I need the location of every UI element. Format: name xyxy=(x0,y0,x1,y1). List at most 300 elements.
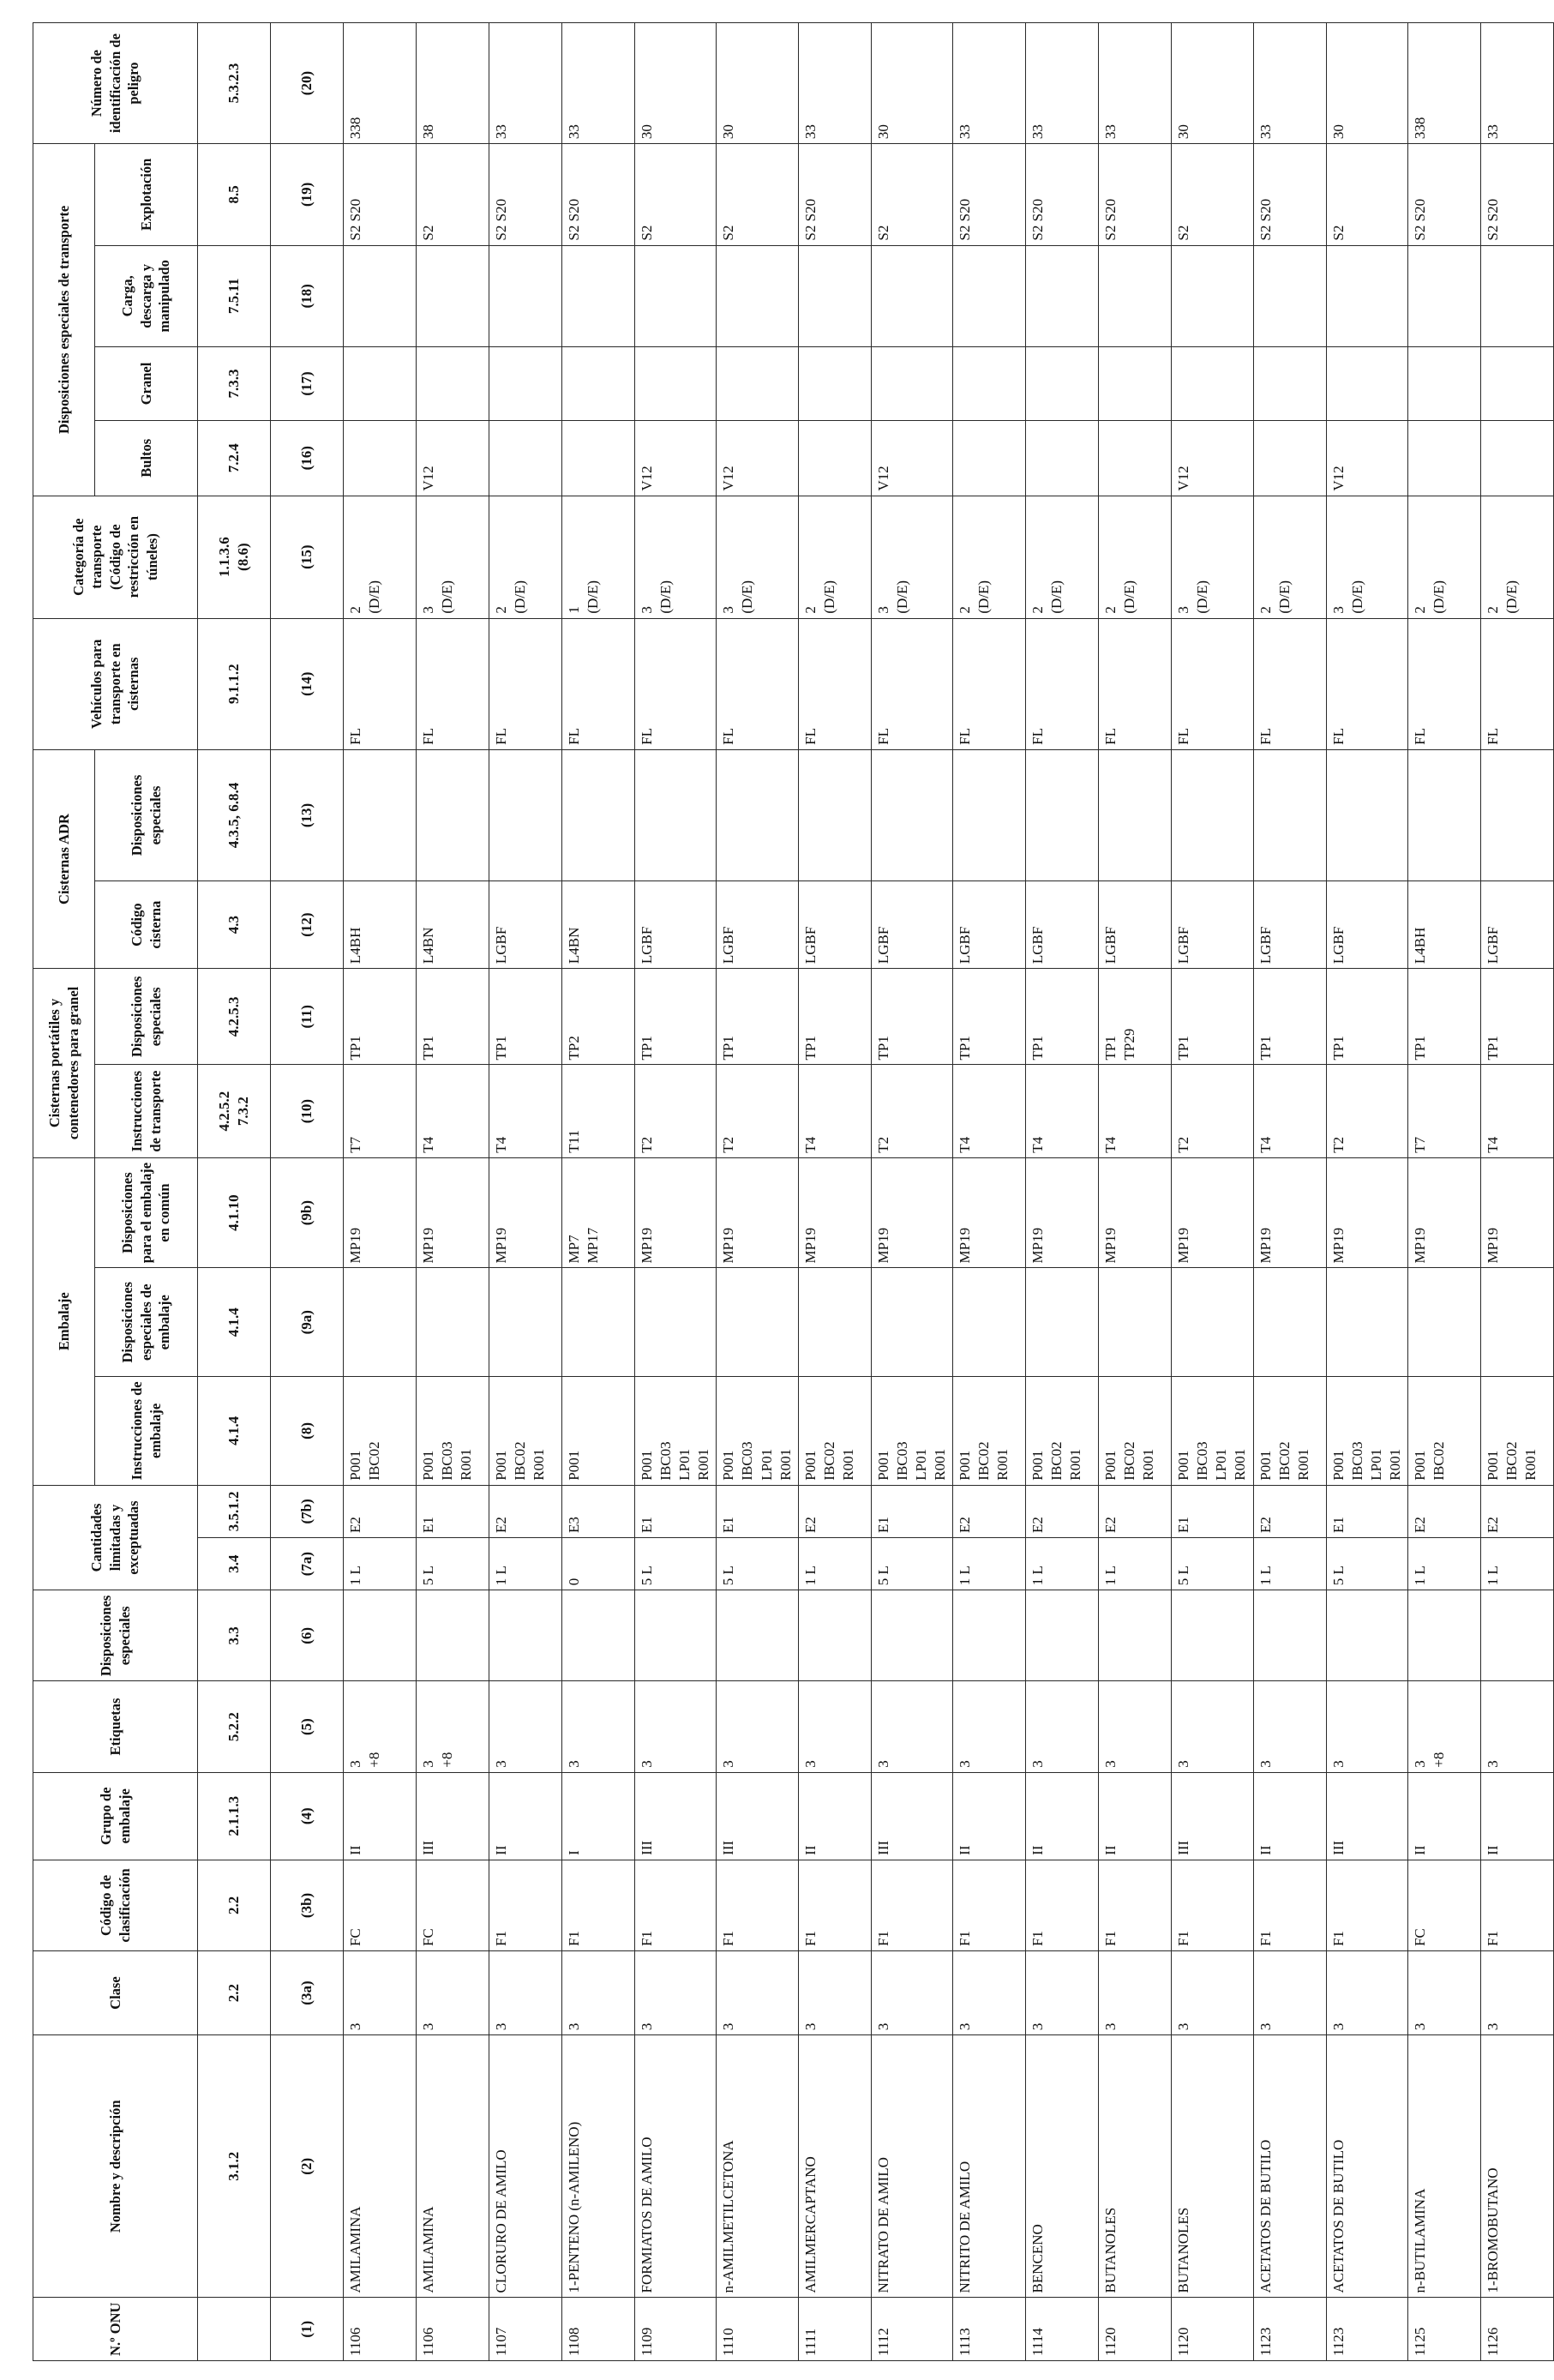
column-number-cell: (11) xyxy=(271,969,344,1065)
substance-name-cell: ACETATOS DE BUTILO xyxy=(1326,2035,1407,2298)
header-transport-category: Categoría de transporte (Código de restricción en túneles) xyxy=(33,496,198,618)
table-cell: P001 IBC02 R001 xyxy=(798,1377,871,1486)
table-cell: P001 IBC03 LP01 R001 xyxy=(1172,1377,1253,1486)
table-cell xyxy=(953,420,1026,496)
table-cell xyxy=(489,1590,562,1681)
reference-cell: 9.1.1.2 xyxy=(198,618,271,749)
table-cell: S2 S20 xyxy=(344,144,417,246)
table-cell xyxy=(1099,1268,1172,1377)
header-packaging-group: Embalaje xyxy=(33,1157,95,1485)
table-cell xyxy=(417,749,489,880)
table-cell xyxy=(953,245,1026,346)
reference-row xyxy=(198,23,271,2361)
reference-cell: 4.3 xyxy=(198,881,271,969)
table-cell xyxy=(344,749,417,880)
table-cell: 3 (D/E) xyxy=(1326,496,1407,618)
table-cell: 3 xyxy=(1480,1681,1553,1772)
table-cell: TP1 xyxy=(953,969,1026,1065)
table-cell: 338 xyxy=(1407,23,1480,144)
table-cell xyxy=(1026,420,1099,496)
table-cell xyxy=(1326,749,1407,880)
un-number-cell: 1112 xyxy=(871,2298,952,2361)
table-cell: T2 xyxy=(635,1065,717,1157)
table-cell: F1 xyxy=(1099,1860,1172,1950)
table-cell: TP2 xyxy=(562,969,635,1065)
header-operation: Explotación xyxy=(95,144,198,246)
un-number-cell: 1113 xyxy=(953,2298,1026,2361)
column-number-cell: (18) xyxy=(271,245,344,346)
column-number-cell: (15) xyxy=(271,496,344,618)
column-number-cell: (2) xyxy=(271,2035,344,2298)
table-cell: MP19 xyxy=(1099,1157,1172,1268)
header-special-transport-group: Disposiciones especiales de transporte xyxy=(33,144,95,496)
table-cell xyxy=(562,245,635,346)
un-number-cell: 1114 xyxy=(1026,2298,1099,2361)
table-row xyxy=(1407,23,1480,2361)
table-cell xyxy=(1172,347,1253,421)
table-cell xyxy=(1026,1590,1099,1681)
column-number-cell: (7a) xyxy=(271,1537,344,1590)
table-cell: S2 S20 xyxy=(953,144,1026,246)
table-cell: MP19 xyxy=(344,1157,417,1268)
table-cell xyxy=(1026,245,1099,346)
table-cell: MP19 xyxy=(417,1157,489,1268)
table-cell: S2 S20 xyxy=(1253,144,1326,246)
table-cell: 33 xyxy=(1480,23,1553,144)
table-cell: 3 xyxy=(1407,1951,1480,2035)
table-cell: III xyxy=(717,1772,798,1860)
table-cell xyxy=(344,1268,417,1377)
table-cell: T4 xyxy=(1099,1065,1172,1157)
table-cell: 38 xyxy=(417,23,489,144)
table-cell: P001 IBC02 R001 xyxy=(1253,1377,1326,1486)
header-instructions-transport: Instrucciones de transporte xyxy=(95,1065,198,1157)
table-cell: 3 (D/E) xyxy=(635,496,717,618)
table-cell: 2 (D/E) xyxy=(1026,496,1099,618)
table-cell: TP1 xyxy=(798,969,871,1065)
table-row xyxy=(1326,23,1407,2361)
table-cell xyxy=(1253,749,1326,880)
table-cell xyxy=(1480,420,1553,496)
table-cell xyxy=(1026,749,1099,880)
table-cell xyxy=(417,347,489,421)
table-cell: 3 xyxy=(1026,1951,1099,2035)
table-cell: E1 xyxy=(871,1485,952,1537)
table-cell: III xyxy=(1326,1772,1407,1860)
column-number-row xyxy=(271,23,344,2361)
table-cell xyxy=(717,1590,798,1681)
table-cell: FC xyxy=(1407,1860,1480,1950)
table-row xyxy=(798,23,871,2361)
reference-cell: 8.5 xyxy=(198,144,271,246)
table-cell xyxy=(1253,347,1326,421)
reference-cell: 4.3.5, 6.8.4 xyxy=(198,749,271,880)
column-number-cell: (8) xyxy=(271,1377,344,1486)
table-cell: 30 xyxy=(1326,23,1407,144)
table-cell: 3 xyxy=(871,1681,952,1772)
table-cell: 3 xyxy=(1026,1681,1099,1772)
reference-cell: 7.2.4 xyxy=(198,420,271,496)
table-cell: 2 (D/E) xyxy=(798,496,871,618)
table-cell xyxy=(798,749,871,880)
table-cell: T4 xyxy=(489,1065,562,1157)
table-cell: 2 (D/E) xyxy=(1480,496,1553,618)
table-cell: 3 xyxy=(717,1951,798,2035)
table-cell xyxy=(562,420,635,496)
table-cell: F1 xyxy=(1026,1860,1099,1950)
table-cell xyxy=(1480,245,1553,346)
column-number-cell: (17) xyxy=(271,347,344,421)
table-cell: L4BH xyxy=(344,881,417,969)
table-cell: 0 xyxy=(562,1537,635,1590)
un-number-cell: 1106 xyxy=(344,2298,417,2361)
table-cell: P001 IBC02 R001 xyxy=(953,1377,1026,1486)
header-packing-instructions: Instrucciones de embalaje xyxy=(95,1377,198,1486)
table-cell: 3 xyxy=(344,1951,417,2035)
reference-cell: 3.4 xyxy=(198,1537,271,1590)
table-cell: 3 xyxy=(871,1951,952,2035)
table-cell: MP19 xyxy=(635,1157,717,1268)
table-cell: 5 L xyxy=(1326,1537,1407,1590)
table-cell xyxy=(344,245,417,346)
table-cell xyxy=(1253,245,1326,346)
table-cell: II xyxy=(1099,1772,1172,1860)
table-cell: 33 xyxy=(489,23,562,144)
table-cell: 3 xyxy=(1099,1681,1172,1772)
column-number-cell: (4) xyxy=(271,1772,344,1860)
table-cell: TP1 xyxy=(1407,969,1480,1065)
table-cell xyxy=(1099,1590,1172,1681)
table-cell: MP19 xyxy=(1172,1157,1253,1268)
table-cell: T2 xyxy=(871,1065,952,1157)
table-cell: T2 xyxy=(717,1065,798,1157)
table-row xyxy=(1480,23,1553,2361)
substance-name-cell: ACETATOS DE BUTILO xyxy=(1253,2035,1326,2298)
column-number-cell: (19) xyxy=(271,144,344,246)
table-cell xyxy=(871,347,952,421)
table-cell: F1 xyxy=(1480,1860,1553,1950)
table-cell: 2 (D/E) xyxy=(953,496,1026,618)
table-cell xyxy=(417,1590,489,1681)
table-cell: 5 L xyxy=(717,1537,798,1590)
table-cell xyxy=(1407,749,1480,880)
table-cell: FC xyxy=(417,1860,489,1950)
table-cell: E2 xyxy=(1480,1485,1553,1537)
table-cell: TP1 xyxy=(635,969,717,1065)
header-special-packing-provisions: Disposiciones especiales de embalaje xyxy=(95,1268,198,1377)
table-cell xyxy=(871,1268,952,1377)
table-cell xyxy=(953,347,1026,421)
table-cell: F1 xyxy=(717,1860,798,1950)
table-cell: F1 xyxy=(1172,1860,1253,1950)
table-cell xyxy=(635,347,717,421)
table-cell: E2 xyxy=(953,1485,1026,1537)
table-cell: TP1 xyxy=(1326,969,1407,1065)
table-cell: 30 xyxy=(635,23,717,144)
table-cell xyxy=(344,420,417,496)
reference-cell: 3.5.1.2 xyxy=(198,1485,271,1537)
table-cell xyxy=(417,245,489,346)
table-row xyxy=(417,23,489,2361)
table-cell: MP19 xyxy=(871,1157,952,1268)
un-number-cell: 1108 xyxy=(562,2298,635,2361)
table-cell: S2 S20 xyxy=(1407,144,1480,246)
table-cell xyxy=(1480,1590,1553,1681)
table-cell: S2 S20 xyxy=(1480,144,1553,246)
table-cell xyxy=(635,1268,717,1377)
table-cell xyxy=(871,245,952,346)
table-cell: T4 xyxy=(1026,1065,1099,1157)
reference-cell: 4.1.4 xyxy=(198,1268,271,1377)
header-tank-code: Código cisterna xyxy=(95,881,198,969)
table-cell xyxy=(871,1590,952,1681)
table-cell: FL xyxy=(871,618,952,749)
table-cell: 3 xyxy=(1253,1681,1326,1772)
header-tank-special: Disposiciones especiales xyxy=(95,749,198,880)
table-cell: 3 xyxy=(1172,1951,1253,2035)
substance-name-cell: FORMIATOS DE AMILO xyxy=(635,2035,717,2298)
table-cell xyxy=(1099,245,1172,346)
table-cell xyxy=(717,1268,798,1377)
table-cell: F1 xyxy=(1326,1860,1407,1950)
table-cell: P001 IBC02 xyxy=(344,1377,417,1486)
table-cell: FC xyxy=(344,1860,417,1950)
reference-cell: 5.2.2 xyxy=(198,1681,271,1772)
reference-cell: 3.3 xyxy=(198,1590,271,1681)
column-number-cell: (12) xyxy=(271,881,344,969)
table-cell: 3 (D/E) xyxy=(1172,496,1253,618)
table-cell: LGBF xyxy=(1326,881,1407,969)
table-cell xyxy=(1326,1590,1407,1681)
table-cell: T4 xyxy=(417,1065,489,1157)
table-cell: II xyxy=(953,1772,1026,1860)
table-cell: F1 xyxy=(562,1860,635,1950)
table-cell: TP1 xyxy=(1480,969,1553,1065)
table-cell: F1 xyxy=(489,1860,562,1950)
table-cell: III xyxy=(417,1772,489,1860)
column-number-cell: (10) xyxy=(271,1065,344,1157)
table-cell: S2 xyxy=(1326,144,1407,246)
dangerous-goods-table xyxy=(33,22,1554,2361)
table-cell xyxy=(1407,245,1480,346)
table-cell: II xyxy=(1026,1772,1099,1860)
reference-cell: 4.2.5.3 xyxy=(198,969,271,1065)
table-cell: F1 xyxy=(635,1860,717,1950)
table-cell: 33 xyxy=(1253,23,1326,144)
table-cell: 3 xyxy=(562,1681,635,1772)
table-cell: TP1 xyxy=(871,969,952,1065)
table-cell: T7 xyxy=(1407,1065,1480,1157)
table-cell: S2 S20 xyxy=(489,144,562,246)
substance-name-cell: AMILAMINA xyxy=(417,2035,489,2298)
table-row xyxy=(1026,23,1099,2361)
header-limited-excepted: Cantidades limitadas y exceptuadas xyxy=(33,1485,198,1590)
table-cell xyxy=(871,749,952,880)
table-cell: 3 +8 xyxy=(1407,1681,1480,1772)
un-number-cell: 1107 xyxy=(489,2298,562,2361)
table-cell xyxy=(1253,420,1326,496)
table-cell xyxy=(953,749,1026,880)
table-cell: V12 xyxy=(635,420,717,496)
reference-cell: 2.2 xyxy=(198,1860,271,1950)
reference-cell: 2.2 xyxy=(198,1951,271,2035)
table-cell: 3 xyxy=(953,1951,1026,2035)
table-cell xyxy=(1326,245,1407,346)
table-cell: MP19 xyxy=(1326,1157,1407,1268)
header-vehicle: Vehículos para transporte en cisternas xyxy=(33,618,198,749)
table-cell xyxy=(344,347,417,421)
table-cell xyxy=(798,245,871,346)
table-cell: S2 xyxy=(1172,144,1253,246)
table-cell xyxy=(717,245,798,346)
table-cell xyxy=(1172,1268,1253,1377)
table-cell: 2 (D/E) xyxy=(489,496,562,618)
table-cell: E1 xyxy=(717,1485,798,1537)
table-cell: MP19 xyxy=(798,1157,871,1268)
column-number-cell: (3a) xyxy=(271,1951,344,2035)
column-number-cell: (16) xyxy=(271,420,344,496)
table-cell: S2 S20 xyxy=(1026,144,1099,246)
table-cell: P001 IBC03 LP01 R001 xyxy=(1326,1377,1407,1486)
table-cell: 5 L xyxy=(635,1537,717,1590)
table-cell: 1 L xyxy=(1407,1537,1480,1590)
table-cell xyxy=(1172,749,1253,880)
table-cell: 3 xyxy=(953,1681,1026,1772)
table-cell: LGBF xyxy=(1480,881,1553,969)
un-number-cell: 1123 xyxy=(1326,2298,1407,2361)
table-cell: LGBF xyxy=(1253,881,1326,969)
table-cell: III xyxy=(635,1772,717,1860)
header-adr-tanks-group: Cisternas ADR xyxy=(33,749,95,968)
header-un-no: N.º ONU xyxy=(33,2298,198,2361)
table-cell: E2 xyxy=(1253,1485,1326,1537)
reference-cell: 7.3.3 xyxy=(198,347,271,421)
table-cell: F1 xyxy=(953,1860,1026,1950)
table-cell: 2 (D/E) xyxy=(344,496,417,618)
table-cell: 338 xyxy=(344,23,417,144)
table-cell: 3 (D/E) xyxy=(417,496,489,618)
table-cell: E1 xyxy=(1326,1485,1407,1537)
table-cell: 30 xyxy=(1172,23,1253,144)
table-cell: FL xyxy=(717,618,798,749)
table-cell xyxy=(1407,1268,1480,1377)
substance-name-cell: BENCENO xyxy=(1026,2035,1099,2298)
substance-name-cell: n-AMILMETILCETONA xyxy=(717,2035,798,2298)
un-number-cell: 1110 xyxy=(717,2298,798,2361)
un-number-cell: 1111 xyxy=(798,2298,871,2361)
table-cell: TP1 xyxy=(1253,969,1326,1065)
table-cell: P001 IBC02 R001 xyxy=(1026,1377,1099,1486)
table-cell: L4BN xyxy=(562,881,635,969)
table-cell: T11 xyxy=(562,1065,635,1157)
substance-name-cell: CLORURO DE AMILO xyxy=(489,2035,562,2298)
table-cell: FL xyxy=(1172,618,1253,749)
column-number-cell: (5) xyxy=(271,1681,344,1772)
table-cell: V12 xyxy=(871,420,952,496)
table-cell: LGBF xyxy=(1172,881,1253,969)
table-cell: 5 L xyxy=(417,1537,489,1590)
table-cell: F1 xyxy=(798,1860,871,1950)
table-cell: II xyxy=(1253,1772,1326,1860)
table-cell xyxy=(1172,1590,1253,1681)
table-cell xyxy=(1407,1590,1480,1681)
column-number-cell: (6) xyxy=(271,1590,344,1681)
table-cell: TP1 xyxy=(717,969,798,1065)
table-cell xyxy=(1172,245,1253,346)
table-cell: 3 +8 xyxy=(344,1681,417,1772)
table-cell: 1 L xyxy=(1026,1537,1099,1590)
table-cell: FL xyxy=(417,618,489,749)
un-number-cell: 1120 xyxy=(1099,2298,1172,2361)
column-number-cell: (13) xyxy=(271,749,344,880)
reference-cell: 4.1.4 xyxy=(198,1377,271,1486)
table-cell xyxy=(953,1268,1026,1377)
table-cell xyxy=(1253,1590,1326,1681)
table-cell: E3 xyxy=(562,1485,635,1537)
substance-name-cell: AMILAMINA xyxy=(344,2035,417,2298)
table-cell xyxy=(489,749,562,880)
table-cell: T4 xyxy=(1253,1065,1326,1157)
table-cell xyxy=(1099,420,1172,496)
table-cell: 2 (D/E) xyxy=(1407,496,1480,618)
reference-cell: 4.1.10 xyxy=(198,1157,271,1268)
table-cell: LGBF xyxy=(953,881,1026,969)
table-cell: P001 IBC02 xyxy=(1407,1377,1480,1486)
table-cell: 1 (D/E) xyxy=(562,496,635,618)
table-cell: S2 S20 xyxy=(562,144,635,246)
table-cell: P001 IBC03 LP01 R001 xyxy=(717,1377,798,1486)
table-cell: MP19 xyxy=(1026,1157,1099,1268)
table-cell: FL xyxy=(1099,618,1172,749)
table-cell: 3 xyxy=(1326,1681,1407,1772)
un-number-cell: 1123 xyxy=(1253,2298,1326,2361)
table-cell xyxy=(489,245,562,346)
table-cell xyxy=(953,1590,1026,1681)
column-number-cell: (20) xyxy=(271,23,344,144)
table-cell: MP19 xyxy=(1253,1157,1326,1268)
header-portable-special: Disposiciones especiales xyxy=(95,969,198,1065)
table-cell: 3 xyxy=(1326,1951,1407,2035)
table-cell: E1 xyxy=(1172,1485,1253,1537)
table-cell xyxy=(489,347,562,421)
table-cell: 1 L xyxy=(953,1537,1026,1590)
table-cell: E1 xyxy=(635,1485,717,1537)
table-cell: 1 L xyxy=(1099,1537,1172,1590)
header-class: Clase xyxy=(33,1951,198,2035)
table-cell: 33 xyxy=(562,23,635,144)
table-cell xyxy=(417,1268,489,1377)
column-number-cell: (9b) xyxy=(271,1157,344,1268)
table-cell xyxy=(489,420,562,496)
substance-name-cell: BUTANOLES xyxy=(1172,2035,1253,2298)
table-cell: S2 S20 xyxy=(1099,144,1172,246)
header-mixed-packing: Disposiciones para el embalaje en común xyxy=(95,1157,198,1268)
table-cell: S2 xyxy=(871,144,952,246)
table-cell xyxy=(1026,1268,1099,1377)
table-cell: 3 xyxy=(1172,1681,1253,1772)
table-cell: 3 (D/E) xyxy=(717,496,798,618)
table-cell: T2 xyxy=(1172,1065,1253,1157)
table-cell: FL xyxy=(1326,618,1407,749)
table-cell: TP1 xyxy=(1026,969,1099,1065)
table-cell xyxy=(1407,347,1480,421)
table-cell: LGBF xyxy=(798,881,871,969)
table-cell xyxy=(1099,749,1172,880)
table-cell: S2 xyxy=(417,144,489,246)
table-cell: 33 xyxy=(1026,23,1099,144)
table-cell: 3 xyxy=(635,1951,717,2035)
table-row xyxy=(953,23,1026,2361)
